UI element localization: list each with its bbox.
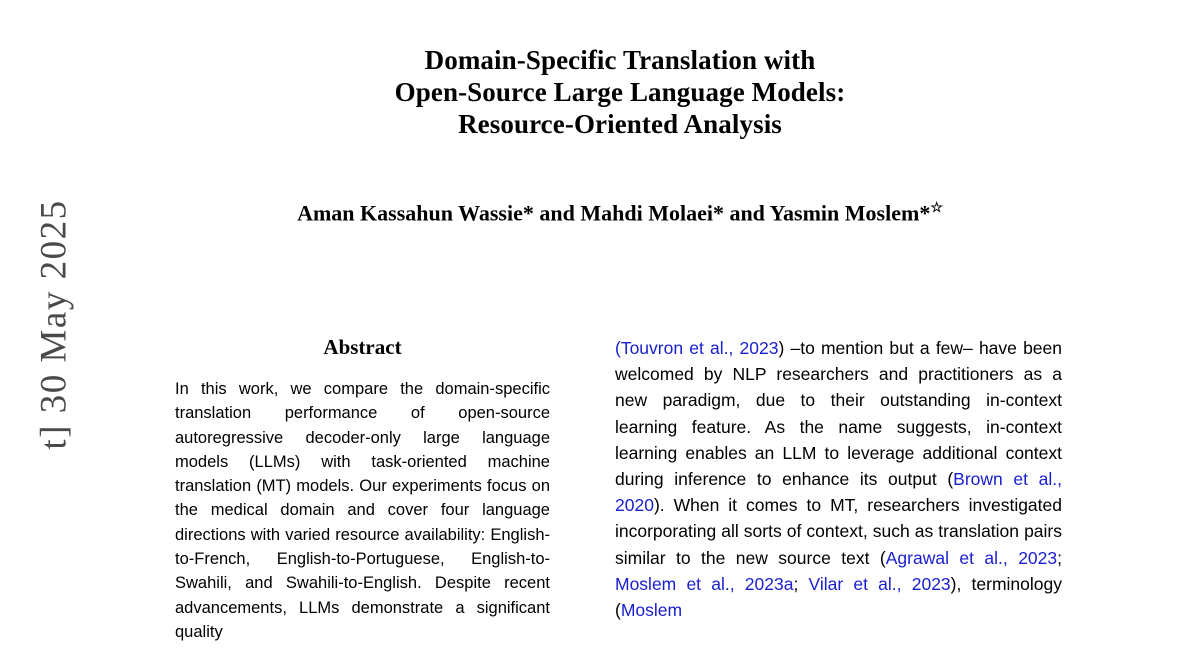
abstract-body: In this work, we compare the domain-specific translation performance of open-source autoregressive decoder-only large language models (LLMs) with task-oriented machine translation (MT) models. Our experiments focus on the medical domain and cover four language directions with varied resource availability: English-to-French, English-to-Portuguese, English-to-Swahili, and Swahili-to-English. Despite recent advancements, LLMs demonstrate a significant quality [175, 380, 550, 641]
abstract-heading: Abstract [323, 335, 402, 359]
author-list [170, 200, 1070, 226]
body-text-run: ). When it comes to MT, researchers investigated incorporating all sorts of context, such as translation pairs similar to the new source text ( [615, 495, 1062, 568]
citation-link[interactable]: Vilar et al., 2023 [808, 573, 951, 594]
citation-link[interactable]: Moslem [620, 600, 683, 621]
arxiv-stamp-text: t] 30 May 2025 [33, 198, 75, 450]
author-names: Aman Kassahun Wassie* and Mahdi Molaei* and Yasmin Moslem* [297, 200, 931, 226]
citation-link[interactable]: Moslem et al., 2023a [615, 573, 794, 594]
citation-link[interactable]: (Touvron et al., 2023 [615, 338, 779, 358]
title-line-2: Open-Source Large Language Models: [394, 77, 846, 107]
abstract-column [175, 335, 550, 644]
introduction-body [615, 335, 1062, 623]
body-text-run: ; [1057, 547, 1062, 568]
author-footnote-symbol: ☆ [930, 201, 943, 216]
title-line-3: Resource-Oriented Analysis [458, 109, 782, 139]
citation-link[interactable]: Agrawal et al., 2023 [885, 547, 1058, 568]
body-text-run: ; [793, 573, 809, 594]
title-line-1: Domain-Specific Translation with [424, 45, 816, 75]
citation-link[interactable]: Brown et al., 2020 [615, 469, 1062, 516]
introduction-column [615, 335, 1062, 623]
page-title [170, 44, 1070, 140]
body-text-run: ), terminology ( [615, 573, 1062, 621]
arxiv-vertical-stamp [0, 0, 114, 648]
body-text-run: ) –to mention but a few– have been welcomed by NLP researchers and practitioners as a new paradigm, due to their outstanding in-context learning feature. As the name suggests, in-context learning enables an LLM to leverage additional context during inference to enhance its output ( [615, 338, 1063, 490]
